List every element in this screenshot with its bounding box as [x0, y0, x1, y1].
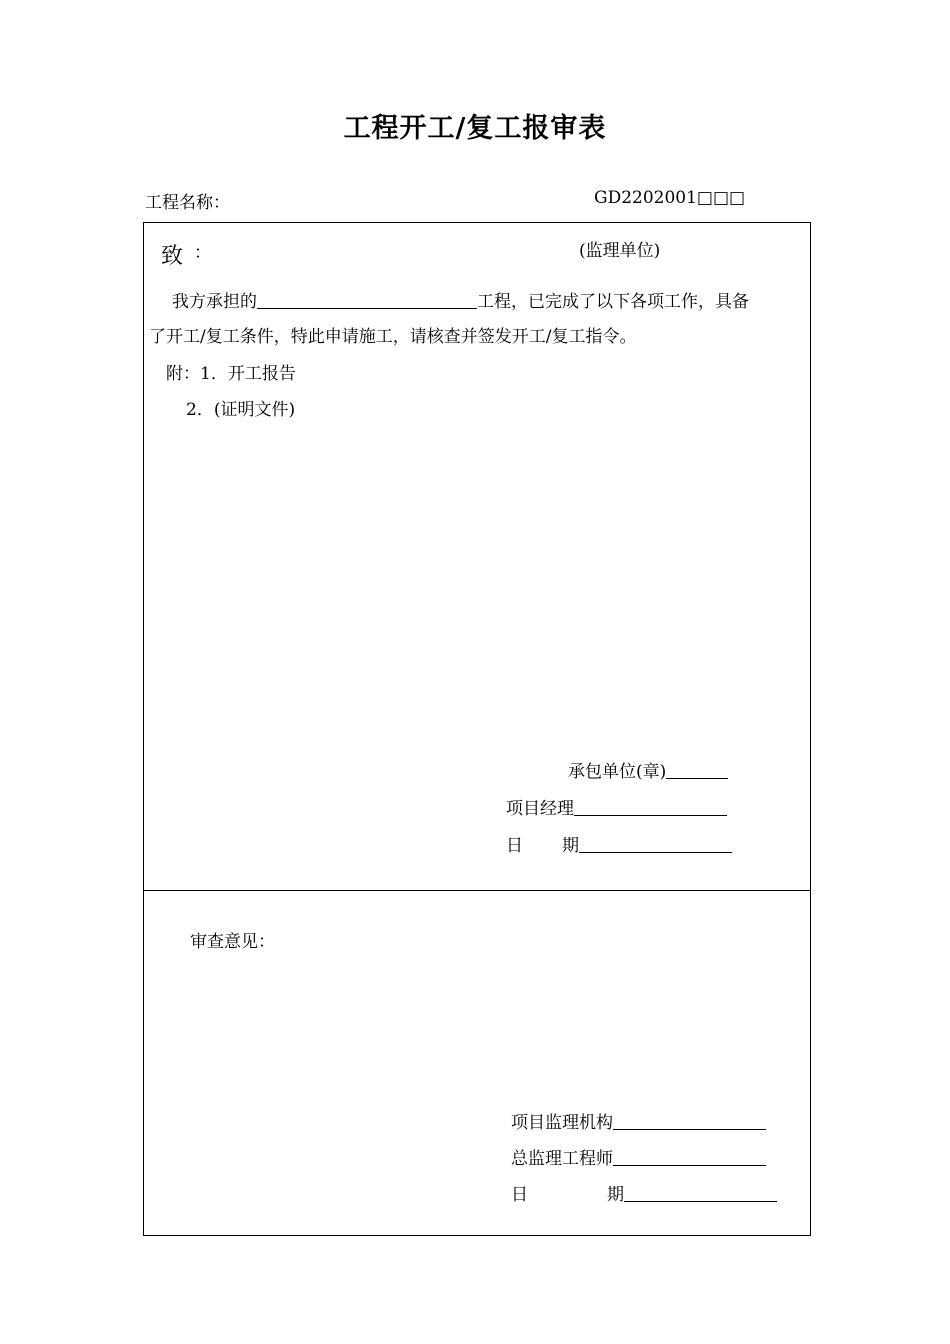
application-body-line1 — [172, 292, 749, 311]
review-opinion-label: 审查意见： — [190, 932, 275, 952]
contractor-seal-blank[interactable] — [666, 762, 728, 779]
section-divider — [144, 890, 810, 891]
to-label: 致 — [161, 244, 184, 269]
date-label-right: 期 — [562, 836, 579, 856]
review-date-row — [511, 1185, 777, 1204]
review-date-blank[interactable] — [624, 1185, 777, 1202]
contractor-seal-label: 承包单位(章) — [568, 762, 667, 782]
application-body-line2: 了开工/复工条件，特此申请施工，请核查并签发开工/复工指令。 — [149, 327, 637, 347]
date-label-left: 日 — [506, 836, 523, 856]
supervisor-unit-label: (监理单位) — [579, 241, 661, 261]
application-date-blank[interactable] — [579, 836, 732, 853]
chief-engineer-blank[interactable] — [613, 1149, 766, 1166]
body-prefix: 我方承担的 — [172, 292, 257, 312]
to-colon: ： — [194, 243, 211, 263]
body-suffix: 工程，已完成了以下各项工作，具备 — [477, 292, 749, 312]
page-title: 工程开工/复工报审表 — [343, 113, 607, 144]
project-manager-label: 项目经理 — [506, 799, 574, 819]
supervision-org-label: 项目监理机构 — [511, 1113, 613, 1133]
contractor-seal-row — [568, 762, 728, 781]
application-form — [143, 222, 811, 1236]
review-date-label-left: 日 — [511, 1185, 528, 1205]
application-date-row — [506, 836, 732, 855]
project-manager-row — [506, 799, 727, 818]
attachment-item-1: 附：1．开工报告 — [166, 364, 296, 384]
chief-engineer-label: 总监理工程师 — [511, 1149, 613, 1169]
review-date-label-right: 期 — [607, 1185, 624, 1205]
supervision-org-blank[interactable] — [613, 1113, 766, 1130]
form-code: GD2202001□□□ — [594, 188, 746, 208]
supervision-org-row — [511, 1113, 766, 1132]
chief-engineer-row — [511, 1149, 766, 1168]
project-name-label: 工程名称： — [145, 193, 230, 213]
project-manager-blank[interactable] — [574, 799, 727, 816]
attachment-item-2: 2．(证明文件) — [186, 400, 296, 420]
project-name-blank[interactable] — [257, 292, 477, 309]
